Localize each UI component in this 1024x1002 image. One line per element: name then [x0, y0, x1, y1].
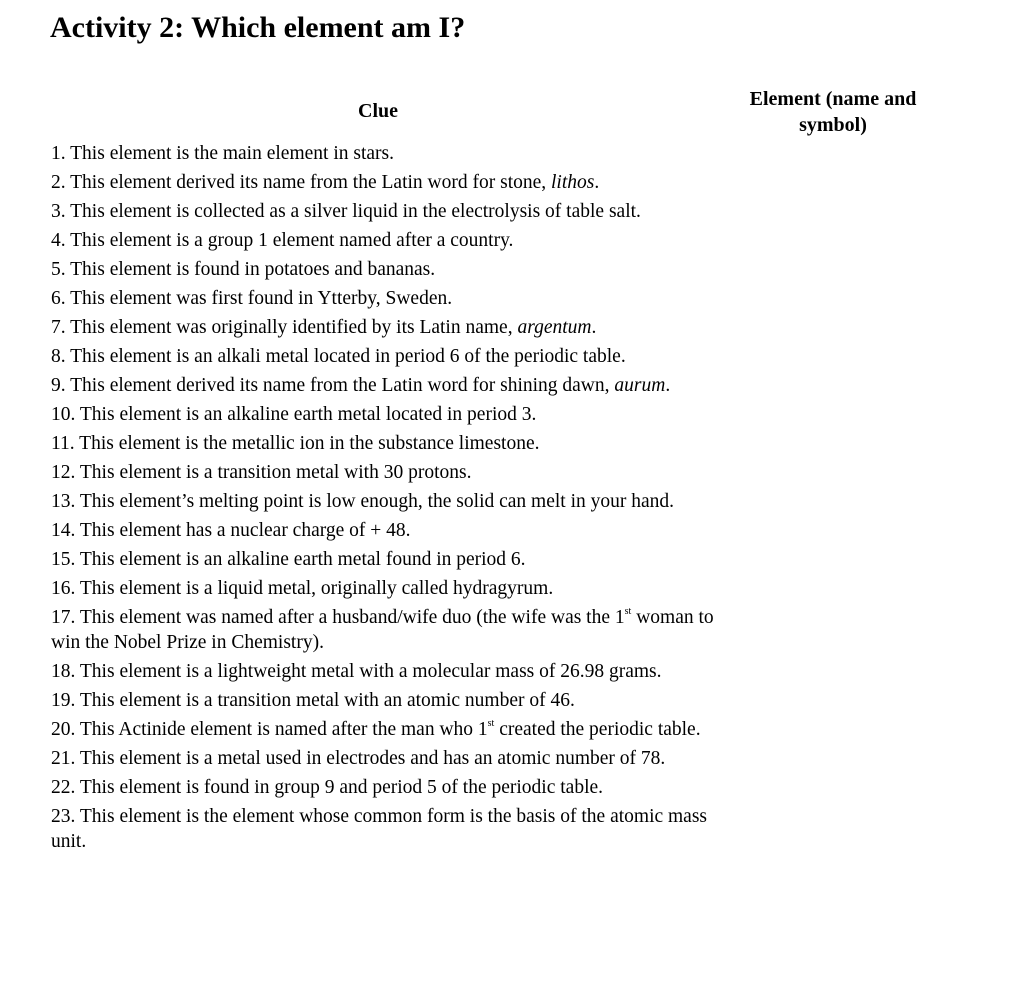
clue-text: 18. This element is a lightweight metal with a molecular mass of 26.98 grams. [51, 661, 662, 682]
ordinal-superscript: st [487, 718, 495, 729]
clue-text: 1. This element is the main element in stars. [51, 143, 394, 164]
element-column-header: Element (name and symbol) [749, 88, 917, 136]
clue-item [51, 344, 721, 369]
clue-item [51, 170, 721, 195]
clue-item [51, 228, 721, 253]
clue-text: 16. This element is a liquid metal, originally called hydragyrum. [51, 578, 554, 599]
clue-text-end: woman to win the Nobel Prize in Chemistry). [51, 607, 714, 653]
clue-text: 22. This element is found in group 9 and period 5 of the periodic table. [51, 777, 604, 798]
clue-latin-word: lithos [551, 172, 595, 193]
clue-text: 10. This element is an alkaline earth metal located in period 3. [51, 404, 537, 425]
clue-item [51, 315, 721, 340]
clue-text: 8. This element is an alkali metal located in period 6 of the periodic table. [51, 346, 626, 367]
page-title: Activity 2: Which element am I? [50, 11, 466, 44]
clue-item [51, 373, 721, 398]
clue-item [51, 199, 721, 224]
clue-item [51, 518, 721, 543]
clue-text: 5. This element is found in potatoes and bananas. [51, 259, 436, 280]
clue-text-end: . [665, 375, 671, 396]
clue-text: 21. This element is a metal used in electrodes and has an atomic number of 78. [51, 748, 666, 769]
clue-text: 17. This element was named after a husband/wife duo (the wife was the 1 [51, 607, 625, 628]
clue-item [51, 141, 721, 166]
clue-text: 19. This element is a transition metal with an atomic number of 46. [51, 690, 575, 711]
clue-text: 14. This element has a nuclear charge of + 48. [51, 520, 411, 541]
clue-text: 9. This element derived its name from the Latin word for shining dawn, [51, 375, 615, 396]
clue-text: 13. This element’s melting point is low enough, the solid can melt in your hand. [51, 491, 675, 512]
clue-text: 15. This element is an alkaline earth metal found in period 6. [51, 549, 526, 570]
clue-item [51, 547, 721, 572]
clue-item [51, 257, 721, 282]
clue-item [51, 489, 721, 514]
clue-text: 20. This Actinide element is named after the man who 1 [51, 719, 488, 740]
clue-column-header: Clue [358, 100, 398, 122]
clue-item [51, 775, 721, 800]
clue-text: 23. This element is the element whose common form is the basis of the atomic mass unit. [51, 806, 708, 852]
clue-item [51, 431, 721, 456]
clue-text: 3. This element is collected as a silver liquid in the electrolysis of table salt. [51, 201, 641, 222]
clue-latin-word: aurum [614, 375, 666, 396]
clue-text: 2. This element derived its name from the Latin word for stone, [51, 172, 552, 193]
clue-text: 6. This element was first found in Ytterby, Sweden. [51, 288, 453, 309]
clue-text-end: . [591, 317, 597, 338]
clue-item [51, 460, 721, 485]
clue-item [51, 746, 721, 771]
clue-list [51, 141, 721, 858]
clue-item [51, 659, 721, 684]
clue-text: 7. This element was originally identified by its Latin name, [51, 317, 518, 338]
clue-item [51, 804, 721, 854]
clue-text: 4. This element is a group 1 element named after a country. [51, 230, 514, 251]
clue-text: 11. This element is the metallic ion in the substance limestone. [51, 433, 540, 454]
clue-item [51, 576, 721, 601]
clue-item [51, 717, 721, 742]
clue-text: 12. This element is a transition metal with 30 protons. [51, 462, 472, 483]
clue-item [51, 286, 721, 311]
clue-text-end: created the periodic table. [494, 719, 701, 740]
clue-item [51, 605, 721, 655]
clue-text-end: . [594, 172, 600, 193]
ordinal-superscript: st [624, 606, 632, 617]
clue-latin-word: argentum [517, 317, 592, 338]
clue-item [51, 688, 721, 713]
clue-item [51, 402, 721, 427]
